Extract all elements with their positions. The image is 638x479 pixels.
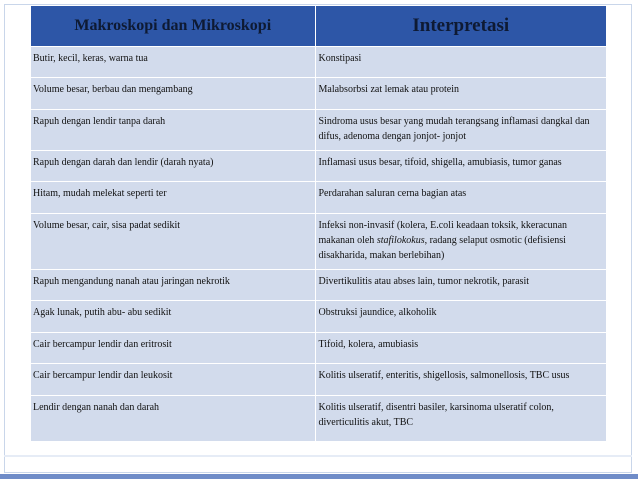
cell-makroskopi: Rapuh mengandung nanah atau jaringan nekrotik (31, 270, 315, 301)
table-row (31, 182, 606, 214)
cell-interpretasi: Perdarahan saluran cerna bagian atas (315, 182, 606, 214)
table-row (31, 151, 606, 182)
cell-interpretasi: Kolitis ulseratif, disentri basiler, karsinoma ulseratif colon, diverticulitis akut, TBC (315, 396, 606, 441)
header-interpretasi: Interpretasi (315, 6, 606, 47)
table-row (31, 214, 606, 270)
slide-bottom-bar (0, 474, 638, 479)
cell-makroskopi: Butir, kecil, keras, warna tua (31, 47, 315, 78)
cell-interpretasi: Obstruksi jaundice, alkoholik (315, 301, 606, 333)
cell-interpretasi: Malabsorbsi zat lemak atau protein (315, 78, 606, 110)
cell-interpretasi: Kolitis ulseratif, enteritis, shigellosis, salmonellosis, TBC usus (315, 364, 606, 396)
header-makroskopi: Makroskopi dan Mikroskopi (31, 6, 315, 47)
cell-makroskopi: Rapuh dengan lendir tanpa darah (31, 110, 315, 151)
table-row (31, 364, 606, 396)
cell-makroskopi: Cair bercampur lendir dan eritrosit (31, 333, 315, 364)
cell-interpretasi (315, 214, 606, 270)
interp-italic-organism: stafilokokus (376, 235, 425, 246)
cell-makroskopi: Volume besar, cair, sisa padat sedikit (31, 214, 315, 270)
cell-interpretasi: Tifoid, kolera, amubiasis (315, 333, 606, 364)
interp-text-part: Infeksi non-invasif (kolera, E.coli keadaan toksik, kkeracunan makanan oleh (318, 220, 568, 246)
stool-interpretation-table-container (31, 6, 606, 443)
footer-line (4, 455, 632, 457)
table-row (31, 333, 606, 364)
cell-makroskopi: Volume besar, berbau dan mengambang (31, 78, 315, 110)
stool-interpretation-table (31, 6, 606, 441)
table-row (31, 47, 606, 78)
cell-interpretasi: Sindroma usus besar yang mudah terangsang inflamasi dangkal dan difus, adenoma dengan jonjot- jonjot (315, 110, 606, 151)
table-row (31, 78, 606, 110)
table-row (31, 396, 606, 441)
cell-makroskopi: Hitam, mudah melekat seperti ter (31, 182, 315, 214)
table-row (31, 301, 606, 333)
cell-interpretasi: Inflamasi usus besar, tifoid, shigella, amubiasis, tumor ganas (315, 151, 606, 182)
table-row (31, 270, 606, 301)
cell-interpretasi: Konstipasi (315, 47, 606, 78)
cell-interpretasi: Divertikulitis atau abses lain, tumor nekrotik, parasit (315, 270, 606, 301)
table-row (31, 110, 606, 151)
table-header-row (31, 6, 606, 47)
cell-makroskopi: Cair bercampur lendir dan leukosit (31, 364, 315, 396)
cell-makroskopi: Agak lunak, putih abu- abu sedikit (31, 301, 315, 333)
cell-makroskopi: Rapuh dengan darah dan lendir (darah nyata) (31, 151, 315, 182)
interp-text-part: , radang selaput osmotic (defisiensi disakharida, makan berlebihan) (318, 235, 566, 261)
cell-makroskopi: Lendir dengan nanah dan darah (31, 396, 315, 441)
